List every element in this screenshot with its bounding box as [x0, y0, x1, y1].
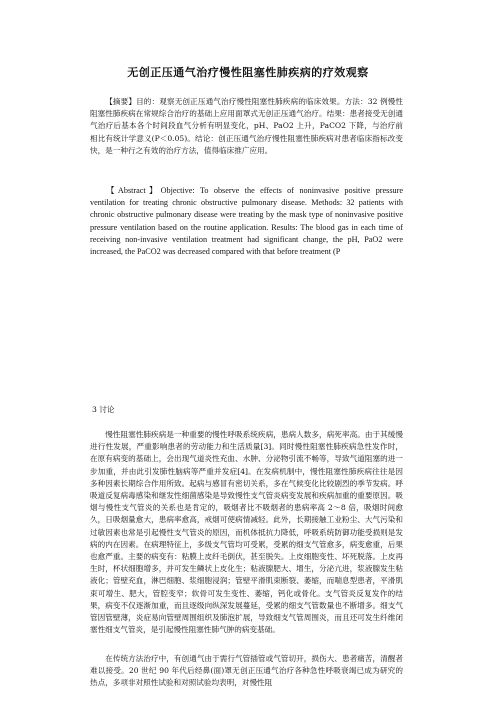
paper-title: 无创正压通气治疗慢性阻塞性肺疾病的疗效观察 — [127, 66, 369, 79]
body-paragraph-2: 在传统方法治疗中，有创通气由于需行气管插管或气管切开，损伤大、患者痛苦，清醒者难以接受。20 世纪 90 年代后经鼻(面)罩无创正压通气治疗各种急性呼吸衰竭已成为研究的热点，多项非对照性试验和对照试验均表明，对慢性阻 — [90, 654, 403, 688]
chinese-abstract: 【摘要】目的：观察无创正压通气治疗慢性阻塞性肺疾病的临床效果。方法：32 例慢性阻塞性肺疾病在常规综合治疗的基础上应用面罩式无创正压通气治疗。结果：患者接受无创通气治疗后基本各个时间段血气分析有明显变化，pH、PaO2 上升，PaCO2 下降，与治疗前相比有统计学意义(P＜0.05)。结论：创正压通气治疗慢性阻塞性肺疾病对患者临床指标改变快，是一种行之有效的治疗方法，值得临床推广应用。 — [90, 97, 403, 155]
english-abstract: 【Abstract】Objective: To observe the effects of noninvasive positive pressure ventilation for treating chronic obstructive pulmonary disease. Methods: 32 patients with chronic obstructive pulmonary disease were treating by the mask type of noninvasive positive pressure ventilation based on the routine application. Results: The blood gas in each time of receiving non-invasive ventilation treatment had significant change, the pH, PaO2 were increased, the PaCO2 was decreased compared with that before treatment (P — [90, 186, 403, 257]
body-paragraph-1: 慢性阻塞性肺疾病是一种重要的慢性呼吸系统疾病，患病人数多，病死率高。由于其缓慢进行性发展，严重影响患者的劳动能力和生活质量[3]。同时慢性阻塞性肺疾病急性发作时，在原有病变的基础上，会出现气道炎性充血、水肿、分泌物引流不畅等，导致气道阻塞的进一步加重，并由此引发肺性脑病等严重并发症[4]。在发病机制中，慢性阻塞性肺疾病往往是因多种因素长期综合作用所致。起病与感冒有密切关系，多在气候变化比较剧烈的季节发病。呼吸道反复病毒感染和继发性细菌感染是导致慢性支气管炎病变发展和疾病加重的重要原因。吸烟与慢性支气管炎的关系也是肯定的，吸烟者比不吸烟者的患病率高 2～8 倍，吸烟时间愈久，日吸烟量愈大，患病率愈高，戒烟可使病情减轻。此外，长期接触工业粉尘、大气污染和过敏因素也常是引起慢性支气管炎的原因，而机体抵抗力降低，呼吸系统防御功能受损则是发病的内在因素。在病理特征上，多级支气管均可受累，受累的细支气管愈多，病变愈重，后果也愈严重。主要的病变有：粘膜上皮纤毛倒伏，甚至脱失。上皮细胞变性、坏死脱落。上皮再生时，杯状细胞增多，并可发生鳞状上皮化生；粘液腺肥大、增生，分泌亢进，浆液腺发生粘液化；管壁充血，淋巴细胞、浆细胞浸润；管壁平滑肌束断裂、萎缩，而喘息型患者，平滑肌束可增生、肥大，管腔变窄；软骨可发生变性、萎缩，钙化或骨化。支气管炎反复发作的结果，病变不仅逐渐加重，而且逐级向纵深发展蔓延，受累的细支气管数量也不断增多。细支气管因管壁薄，炎症易向管壁周围组织及肺泡扩展，导致细支气管周围炎，而且还可发生纤维闭塞性细支气管炎，是引起慢性阻塞性肺气肿的病变基础。 — [90, 430, 403, 635]
section-heading: 3 讨论 — [92, 405, 115, 414]
